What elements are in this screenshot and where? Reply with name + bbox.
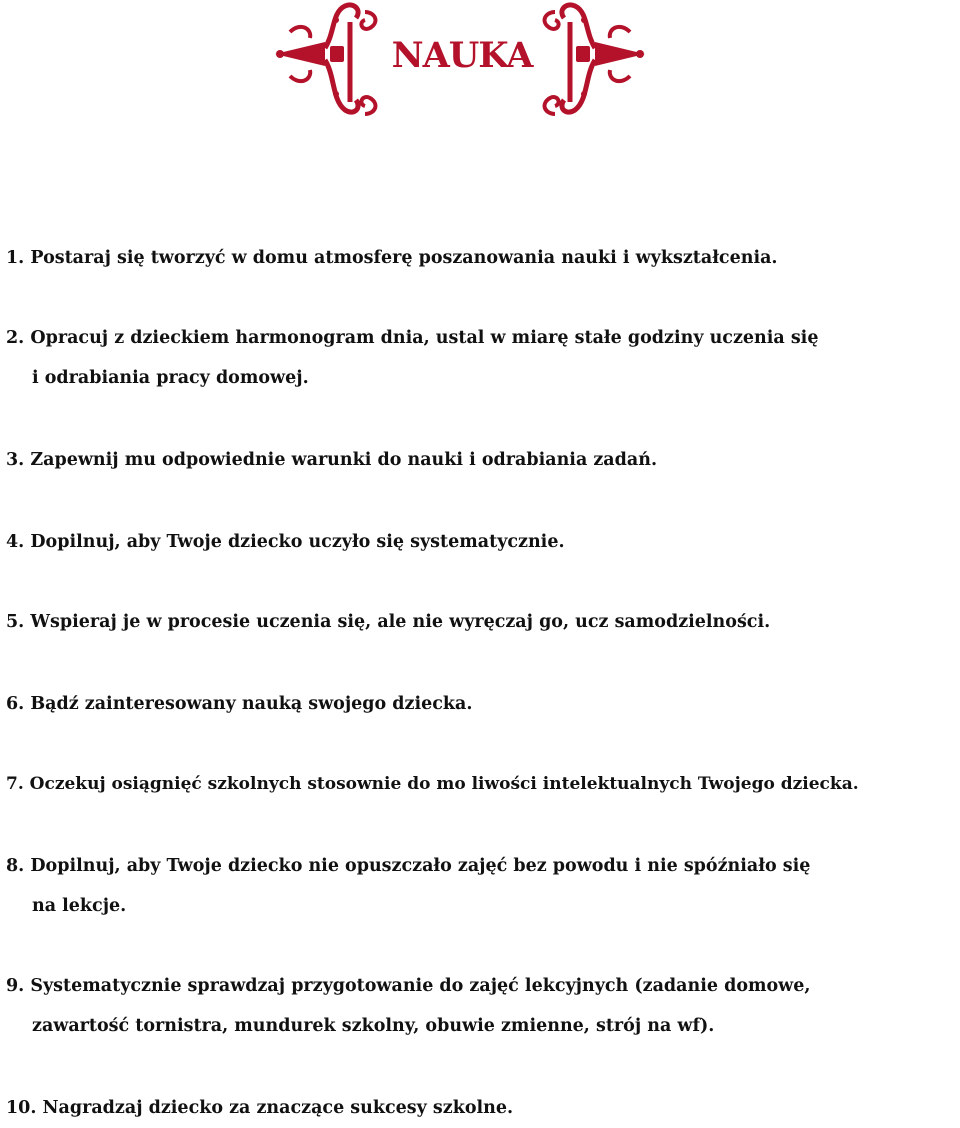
item-number: 4.	[6, 532, 25, 552]
item-text: Dopilnuj, aby Twoje dziecko uczyło się systematycznie.	[30, 532, 565, 552]
list-item	[6, 684, 956, 724]
item-number: 2.	[6, 328, 25, 348]
item-number: 7.	[6, 774, 24, 794]
item-number: 1.	[6, 248, 25, 268]
item-text: Zapewnij mu odpowiednie warunki do nauki i odrabiania zadań.	[30, 450, 658, 470]
page-title: NAUKA	[391, 35, 533, 76]
item-number: 9.	[6, 976, 25, 996]
header	[270, 2, 650, 124]
list-item	[6, 238, 956, 278]
list-item	[6, 440, 956, 480]
item-text: Bądź zainteresowany nauką swojego dziecka.	[30, 694, 473, 714]
list-item	[6, 846, 956, 926]
item-number: 8.	[6, 856, 25, 876]
item-text: Postaraj się tworzyć w domu atmosferę poszanowania nauki i wykształcenia.	[30, 248, 778, 268]
flourish-ornament-icon	[535, 2, 650, 124]
item-number: 6.	[6, 694, 25, 714]
item-text: Wspieraj je w procesie uczenia się, ale nie wyręczaj go, ucz samodzielności.	[30, 612, 771, 632]
item-text-continued: na lekcje.	[32, 896, 127, 916]
item-text: Opracuj z dzieckiem harmonogram dnia, ustal w miarę stałe godziny uczenia się	[30, 328, 819, 348]
list-item	[6, 966, 956, 1046]
item-number: 5.	[6, 612, 25, 632]
item-text: Dopilnuj, aby Twoje dziecko nie opuszczało zajęć bez powodu i nie spóźniało się	[30, 856, 811, 876]
list-item	[6, 522, 956, 562]
item-text-continued: i odrabiania pracy domowej.	[32, 368, 309, 388]
list-item	[6, 764, 956, 804]
item-number: 10.	[6, 1098, 37, 1118]
list-item	[6, 318, 956, 398]
item-text: Nagradzaj dziecko za znaczące sukcesy szkolne.	[42, 1098, 514, 1118]
item-text-continued: zawartość tornistra, mundurek szkolny, obuwie zmienne, strój na wf).	[32, 1016, 715, 1036]
list-item	[6, 602, 956, 642]
item-number: 3.	[6, 450, 25, 470]
flourish-ornament-icon	[270, 2, 385, 124]
list-item	[6, 1088, 956, 1128]
item-text: Systematycznie sprawdzaj przygotowanie do zajęć lekcyjnych (zadanie domowe,	[30, 976, 811, 996]
item-text: Oczekuj osiągnięć szkolnych stosownie do mo liwości intelektualnych Twojego dziecka.	[29, 774, 859, 794]
